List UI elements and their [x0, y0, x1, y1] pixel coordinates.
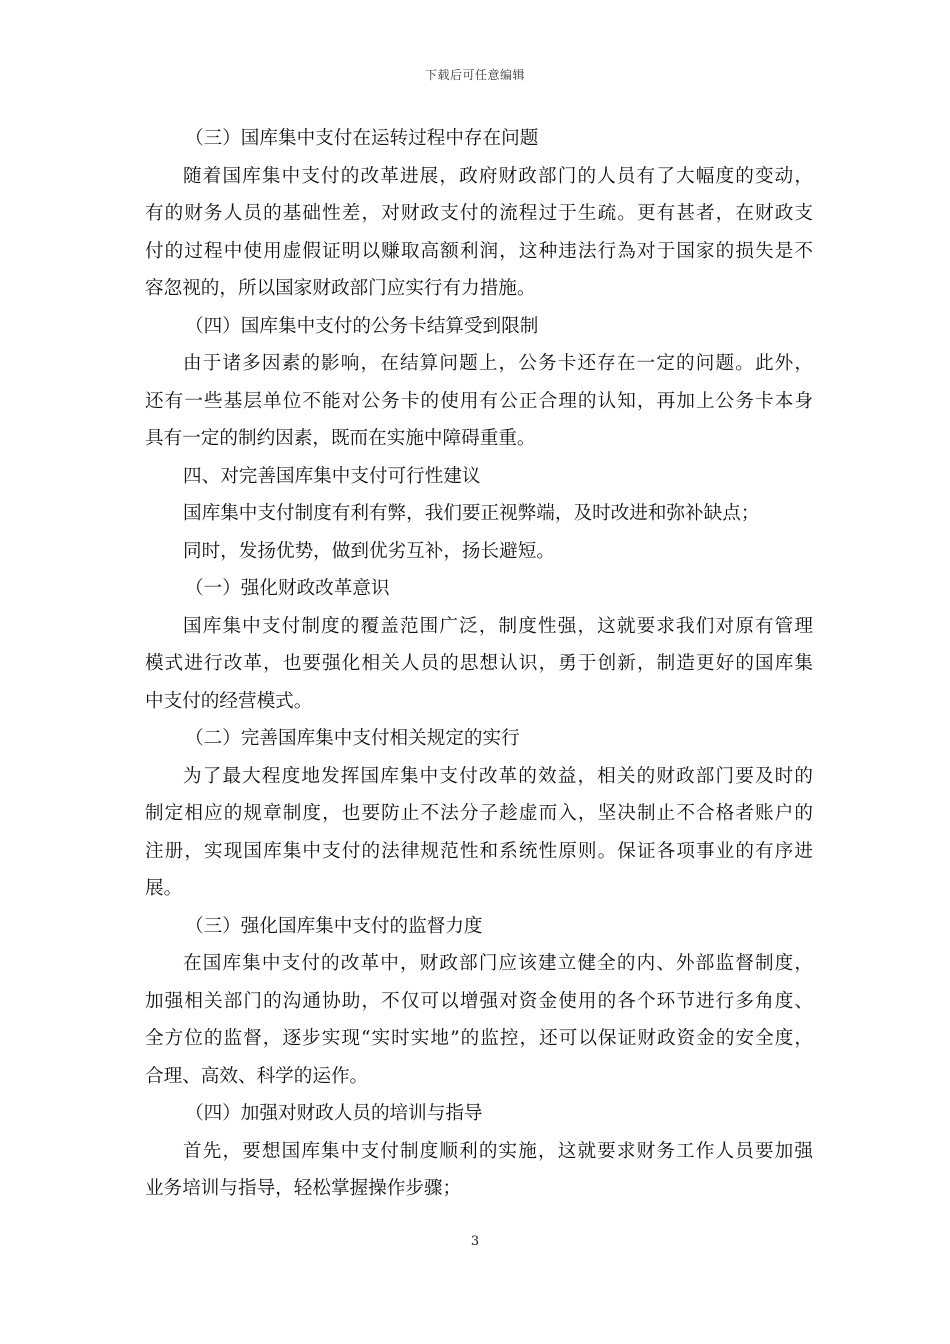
paragraph-line: 模式进行改革，也要强化相关人员的思想认识，勇于创新，制造更好的国库集: [145, 653, 813, 674]
section-heading: （三）强化国库集中支付的监督力度: [185, 915, 483, 937]
paragraph-line: 为了最大程度地发挥国库集中支付改革的效益，相关的财政部门要及时的: [183, 765, 813, 787]
paragraph-line: 全方位的监督，逐步实现“实时实地”的监控，还可以保证财政资金的安全度，: [145, 1028, 813, 1049]
paragraph-line: 制定相应的规章制度，也要防止不法分子趁虚而入，坚决制止不合格者账户的: [145, 803, 813, 824]
section-heading: （二）完善国库集中支付相关规定的实行: [185, 728, 520, 749]
paragraph-line: 随着国库集中支付的改革进展，政府财政部门的人员有了大幅度的变动，: [183, 165, 813, 187]
paragraph-line: 加强相关部门的沟通协助，不仅可以增强对资金使用的各个环节进行多角度、: [145, 990, 813, 1012]
section-heading: （四）国库集中支付的公务卡结算受到限制: [185, 315, 539, 337]
page-header: 下载后可任意编辑: [424, 68, 525, 82]
paragraph-line: 同时，发扬优势，做到优劣互补，扬长避短。: [183, 540, 555, 562]
paragraph-line: 由于诸多因素的影响，在结算问题上，公务卡还存在一定的问题。此外，: [183, 353, 813, 374]
page-number: 3: [470, 1234, 480, 1249]
paragraph-line: 有的财务人员的基础性差，对财政支付的流程过于生疏。更有甚者，在财政支: [145, 203, 813, 224]
section-heading: （一）强化财政改革意识: [185, 578, 390, 599]
document-body: [145, 120, 813, 1208]
paragraph-line: 具有一定的制约因素，既而在实施中障碍重重。: [145, 428, 536, 449]
paragraph-line: 国库集中支付制度的覆盖范围广泛，制度性强，这就要求我们对原有管理: [183, 615, 813, 637]
paragraph-line: 业务培训与指导，轻松掌握操作步骤；: [145, 1178, 462, 1199]
paragraph-line: 容忽视的，所以国家财政部门应实行有力措施。: [145, 278, 536, 299]
paragraph-line: 国库集中支付制度有利有弊，我们要正视弊端，及时改进和弥补缺点；: [183, 503, 760, 524]
paragraph-line: 合理、高效、科学的运作。: [145, 1065, 369, 1087]
paragraph-line: 还有一些基层单位不能对公务卡的使用有公正合理的认知，再加上公务卡本身: [145, 390, 813, 412]
paragraph-line: 首先，要想国库集中支付制度顺利的实施，这就要求财务工作人员要加强: [183, 1140, 813, 1162]
paragraph-line: 中支付的经营模式。: [145, 690, 313, 712]
paragraph-line: 付的过程中使用虚假证明以赚取高额利润，这种违法行為对于国家的损失是不: [145, 240, 813, 262]
section-heading: 四、对完善国库集中支付可行性建议: [183, 465, 481, 487]
paragraph-line: 在国库集中支付的改革中，财政部门应该建立健全的内、外部监督制度，: [183, 953, 813, 974]
paragraph-line: 注册，实现国库集中支付的法律规范性和系统性原则。保证各项事业的有序进: [145, 840, 813, 862]
section-heading: （四）加强对财政人员的培训与指导: [185, 1103, 483, 1124]
section-heading: （三）国库集中支付在运转过程中存在问题: [185, 128, 539, 149]
paragraph-line: 展。: [145, 878, 183, 899]
